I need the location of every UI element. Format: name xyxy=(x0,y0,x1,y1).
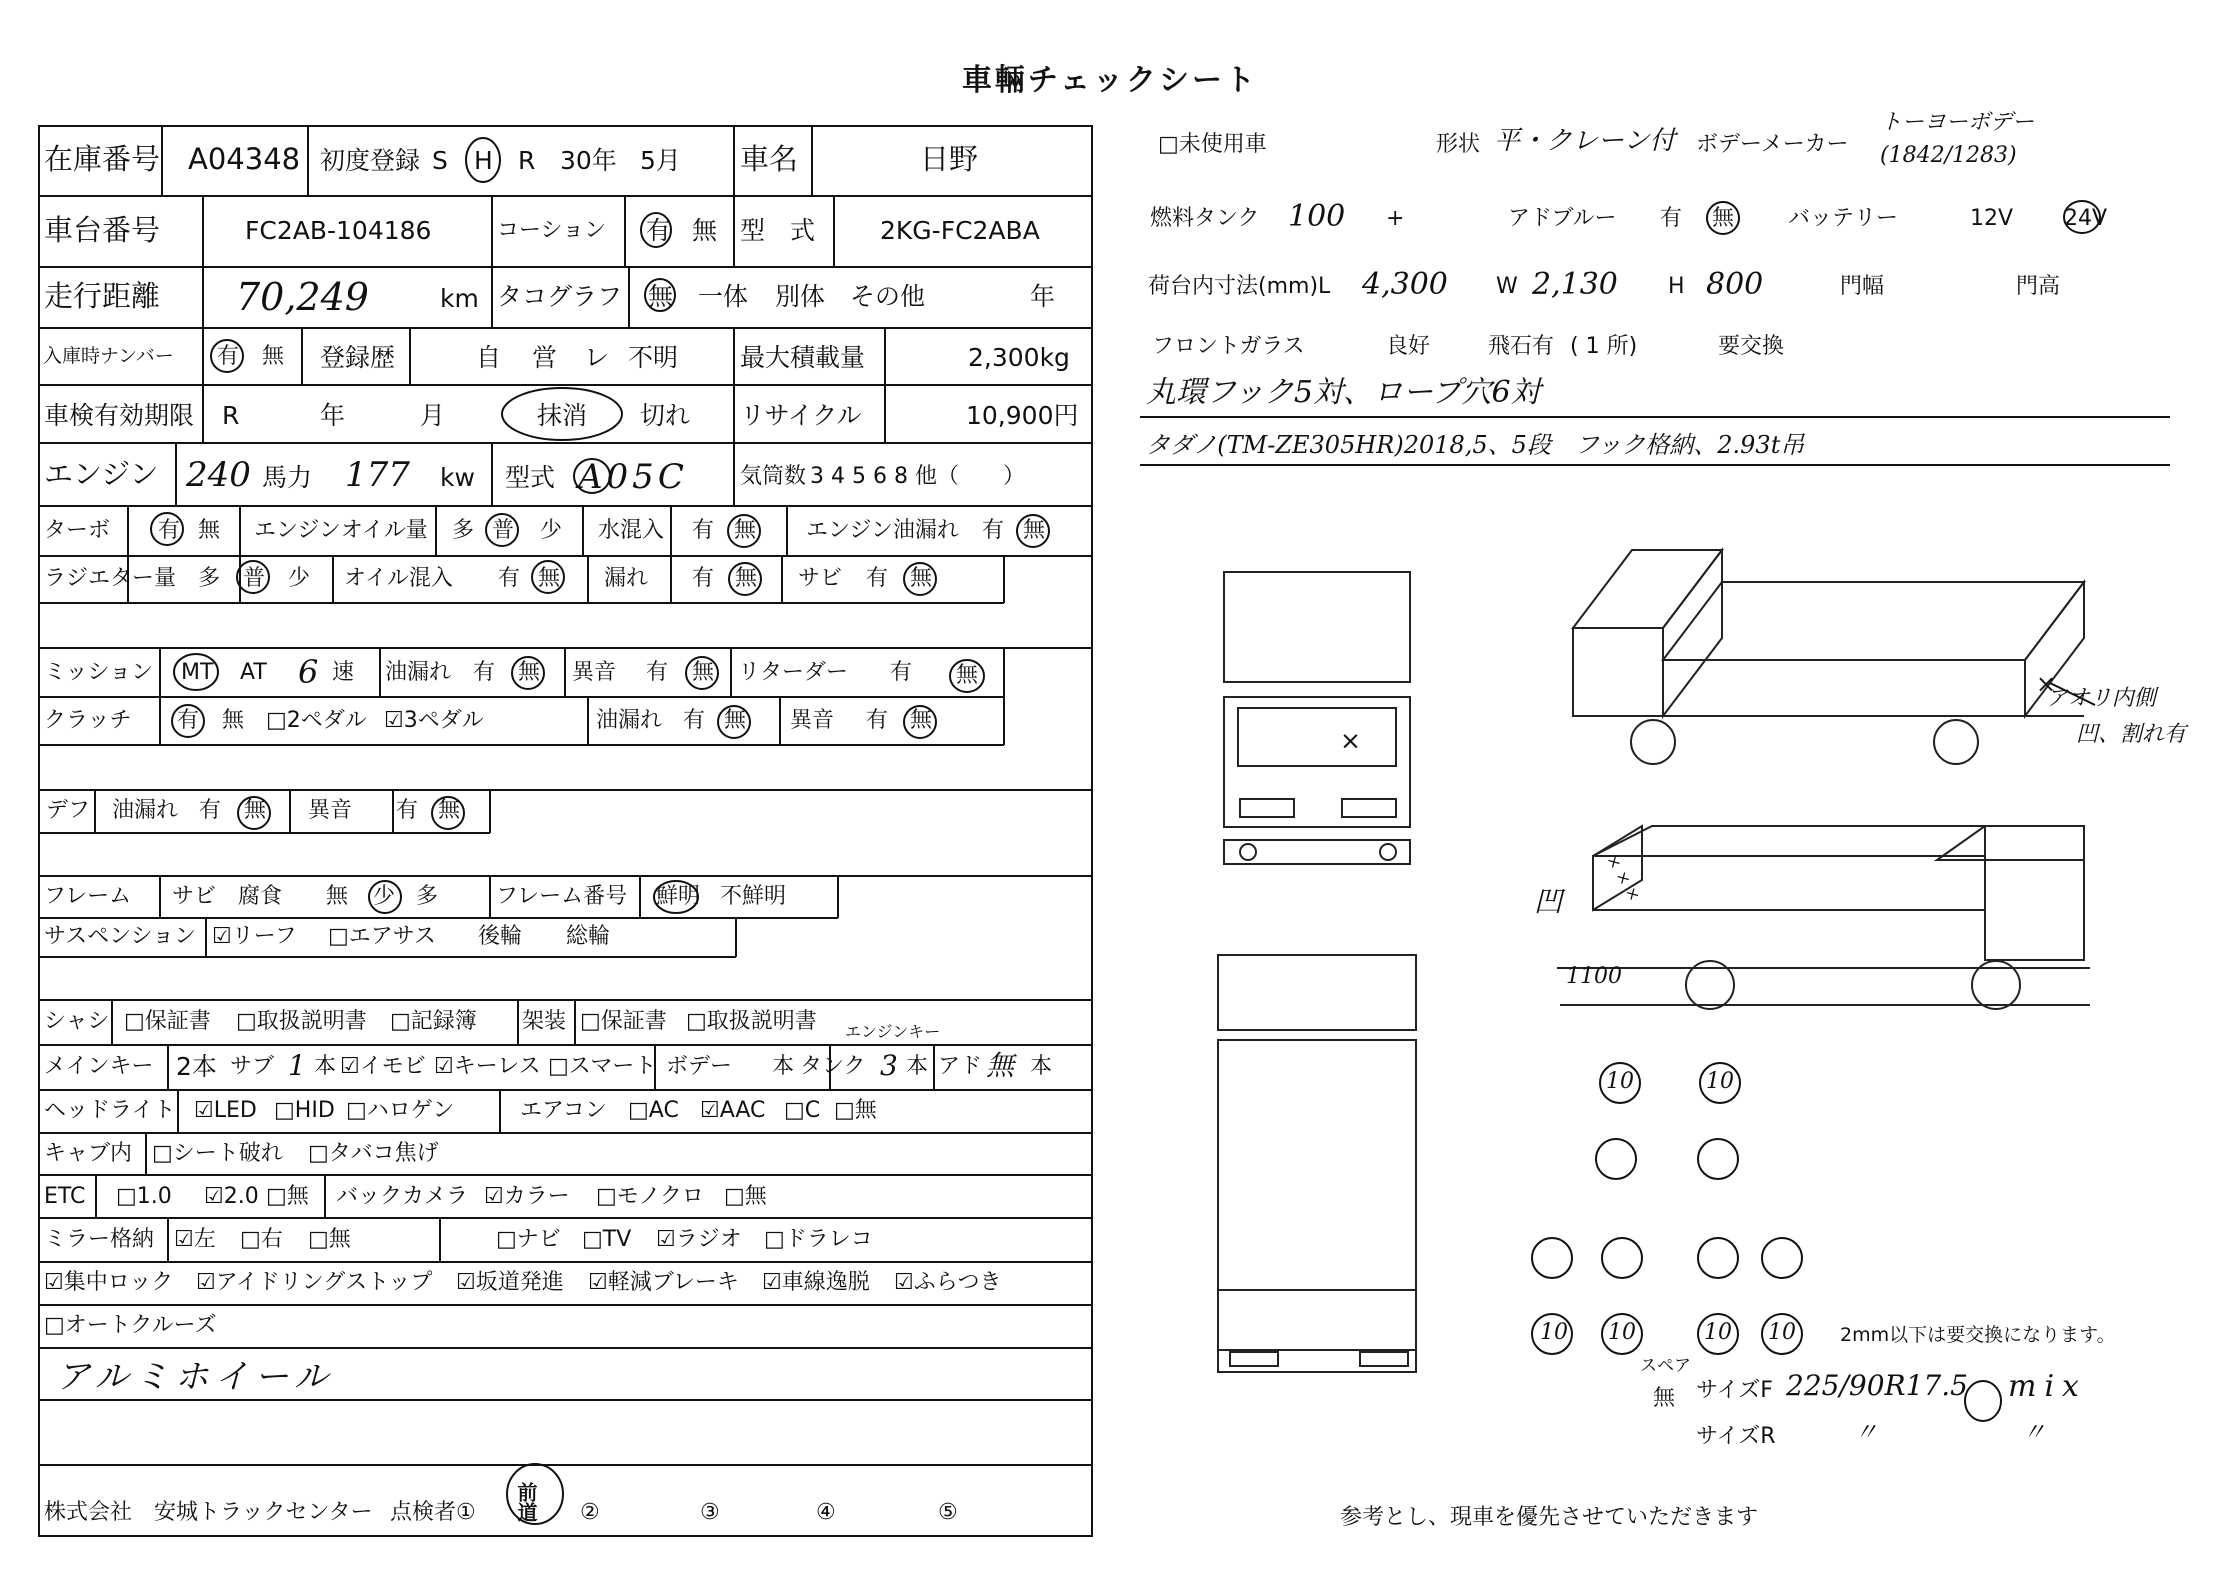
mission-speed-value: 6 xyxy=(298,653,319,691)
gate-width-label: 門幅 xyxy=(1840,274,1885,299)
engine-leak-no: 無 xyxy=(1023,518,1046,543)
insp-month: 月 xyxy=(420,401,446,430)
turbo-label: ターボ xyxy=(44,518,111,543)
tank-key-count: 3 xyxy=(880,1049,898,1082)
tv: □TV xyxy=(582,1227,632,1252)
mission-leak-yes: 有 xyxy=(473,660,496,685)
bed-height: 800 xyxy=(1706,267,1764,302)
note-hooks: 丸環フック5対、ロープ穴6対 xyxy=(1146,375,1541,410)
cylinder-options: 3 4 5 6 8 他（ ） xyxy=(810,464,1025,489)
main-key-label: メインキー xyxy=(44,1054,154,1079)
bed-width: 2,130 xyxy=(1532,267,1618,302)
radio: ☑ラジオ xyxy=(656,1227,742,1252)
aircon-c: □C xyxy=(784,1098,821,1123)
turbo-yes: 有 xyxy=(158,518,181,543)
windshield-good: 良好 xyxy=(1386,334,1431,359)
era-h: H xyxy=(474,146,493,175)
bed-dims-label: 荷台内寸法(mm)L xyxy=(1148,274,1331,299)
truck-diagrams xyxy=(1218,550,2090,1372)
diff-leak-no: 無 xyxy=(244,798,267,823)
adblue-key-value: 無 xyxy=(986,1049,1015,1082)
tacho-none: 無 xyxy=(648,282,674,311)
frame-rust: サビ 腐食 xyxy=(172,884,283,909)
mission-label: ミッション xyxy=(44,660,154,685)
battery-24v: 24V xyxy=(2064,206,2108,231)
tire-depth-rl-outer: 10 xyxy=(1540,1320,1568,1345)
headlight-hid: □HID xyxy=(274,1098,335,1123)
stock-number: A04348 xyxy=(188,142,301,176)
camera-none: □無 xyxy=(724,1184,767,1209)
suspension-label: サスペンション xyxy=(44,924,197,949)
etc-1-0: □1.0 xyxy=(116,1184,172,1209)
engine-key-note: エンジンキー xyxy=(845,1022,941,1041)
aircon-ac: □AC xyxy=(628,1098,679,1123)
adblue-label: アドブルー xyxy=(1508,206,1617,231)
mission-at: AT xyxy=(240,660,267,685)
sub-key-unit: 本 xyxy=(314,1054,337,1079)
mission-speed-label: 速 xyxy=(332,660,355,685)
bed-length: 4,300 xyxy=(1362,267,1448,302)
frame-many: 多 xyxy=(416,884,439,909)
inspection-label: 車検有効期限 xyxy=(44,401,195,430)
frame-number-clear: 鮮明 xyxy=(656,884,701,909)
stock-label: 在庫番号 xyxy=(44,142,161,176)
size-mix: mix xyxy=(2008,1369,2087,1404)
tacho-label: タコグラフ xyxy=(497,282,623,311)
body-manual: □取扱説明書 xyxy=(686,1009,817,1034)
car-name: 日野 xyxy=(920,142,979,176)
coating-no: 無 xyxy=(692,216,718,245)
turbo-no: 無 xyxy=(198,518,221,543)
inspector-2: ② xyxy=(580,1500,600,1525)
bed-height-label: H xyxy=(1668,274,1685,299)
reg-private: 自 xyxy=(476,343,502,372)
era-s: S xyxy=(432,146,448,175)
immobilizer: ☑イモビ xyxy=(340,1054,426,1079)
keyless: ☑キーレス xyxy=(434,1054,541,1079)
fuel-tank-plus: + xyxy=(1386,206,1405,231)
body-maker-number: (1842/1283) xyxy=(1880,143,2017,168)
first-reg-label: 初度登録 xyxy=(320,146,421,175)
diff-noise-yes: 有 xyxy=(396,798,419,823)
oil-level-label: エンジンオイル量 xyxy=(254,518,428,543)
adblue-key-label: アド xyxy=(938,1054,983,1079)
oil-few: 少 xyxy=(540,518,563,543)
tacho-separate: 別体 xyxy=(775,282,826,311)
headlight-halogen: □ハロゲン xyxy=(346,1098,455,1123)
mission-noise-no: 無 xyxy=(692,660,715,685)
chassis-number: FC2AB-104186 xyxy=(245,216,432,245)
aircon-aac: ☑AAC xyxy=(700,1098,766,1123)
diff-noise-no: 無 xyxy=(438,798,461,823)
aircon-label: エアコン xyxy=(520,1098,607,1123)
era-r: R xyxy=(518,146,536,175)
chassis-warranty: □保証書 xyxy=(124,1009,211,1034)
back-camera-label: バックカメラ xyxy=(336,1184,469,1209)
tilt-note-2: 凹、割れ有 xyxy=(2076,722,2187,747)
sub-key-label: サブ xyxy=(230,1054,275,1079)
note-crane: タダノ(TM-ZE305HR)2018,5、5段 フック格納、2.93t吊 xyxy=(1146,431,1805,459)
idling-stop: ☑アイドリングストップ xyxy=(196,1270,433,1295)
inspector-3: ③ xyxy=(700,1500,720,1525)
aircon-none: □無 xyxy=(834,1098,877,1123)
tilt-x-mark: × xyxy=(2036,670,2057,698)
body-key-unit: 本 xyxy=(772,1054,795,1079)
wobble-warning: ☑ふらつき xyxy=(894,1270,1002,1295)
water-yes: 有 xyxy=(692,518,715,543)
mission-noise-yes: 有 xyxy=(646,660,669,685)
leak-no: 無 xyxy=(735,566,758,591)
smart-key: □スマート xyxy=(548,1054,657,1079)
inspector-4: ④ xyxy=(816,1500,836,1525)
windshield-count: ( 1 所) xyxy=(1570,334,1638,359)
fuel-tank-value: 100 xyxy=(1288,199,1346,234)
rust-label: サビ xyxy=(798,566,843,591)
diff-leak-yes: 有 xyxy=(199,798,222,823)
frame-number-unclear: 不鮮明 xyxy=(720,884,787,909)
rad-many: 多 xyxy=(198,566,221,591)
plate-yes: 有 xyxy=(217,344,240,369)
mirror-none: □無 xyxy=(308,1227,351,1252)
reg-business: 営 xyxy=(532,343,558,372)
frame-none: 無 xyxy=(326,884,349,909)
clutch-noise-yes: 有 xyxy=(866,708,889,733)
adblue-no: 無 xyxy=(1712,206,1735,231)
inspector-stamp: 前道 xyxy=(514,1482,538,1522)
chassis-record: □記録簿 xyxy=(390,1009,477,1034)
cab-label: キャブ内 xyxy=(44,1141,133,1166)
oil-mix-label: オイル混入 xyxy=(344,566,453,591)
frame-label: フレーム xyxy=(44,884,132,909)
size-front-label: サイズF xyxy=(1696,1378,1773,1403)
adblue-key-unit: 本 xyxy=(1030,1054,1053,1079)
battery-label: バッテリー xyxy=(1788,206,1899,231)
chassis-label: 車台番号 xyxy=(44,213,161,247)
camera-color: ☑カラー xyxy=(484,1184,570,1209)
car-name-label: 車名 xyxy=(740,142,799,176)
kw-value: 177 xyxy=(345,455,410,495)
unused-checkbox: □未使用車 xyxy=(1158,132,1267,157)
tobacco-burn: □タバコ焦げ xyxy=(308,1141,439,1166)
coating-label: コーション xyxy=(497,218,607,243)
max-load-value: 2,300kg xyxy=(968,343,1070,372)
rust-yes: 有 xyxy=(866,566,889,591)
leaf-suspension: ☑リーフ xyxy=(212,924,297,949)
diff-leak-label: 油漏れ xyxy=(112,798,179,823)
water-mix-label: 水混入 xyxy=(598,518,665,543)
size-rear-ditto: 〃 xyxy=(1854,1418,1878,1446)
engine-leak-label: エンジン油漏れ xyxy=(806,518,959,543)
retarder-yes: 有 xyxy=(890,660,913,685)
insp-year: 年 xyxy=(320,401,346,430)
oil-normal: 普 xyxy=(492,518,515,543)
chassis-manual: □取扱説明書 xyxy=(236,1009,367,1034)
insp-r: R xyxy=(222,401,240,430)
clutch-no: 無 xyxy=(222,708,245,733)
rad-normal: 普 xyxy=(243,566,266,591)
body-maker-value: トーヨーボデー xyxy=(1880,110,2035,135)
headlight-label: ヘッドライト xyxy=(44,1098,176,1123)
hill-start: ☑坂道発進 xyxy=(456,1270,564,1295)
model-value: 2KG-FC2ABA xyxy=(880,216,1040,245)
tacho-integrated: 一体 xyxy=(698,282,749,311)
headlight-led: ☑LED xyxy=(194,1098,257,1123)
coating-yes: 有 xyxy=(646,216,672,245)
recycle-fee: 10,900円 xyxy=(966,401,1079,430)
retarder-no: 無 xyxy=(956,663,979,688)
cylinder-label: 気筒数 xyxy=(740,464,807,489)
retarder-label: リターダー xyxy=(738,660,849,685)
clutch-noise-no: 無 xyxy=(910,708,933,733)
size-front-value: 225/90R17.5 xyxy=(1786,1369,1968,1402)
size-rear-label: サイズR xyxy=(1696,1424,1776,1449)
sub-key-count: 1 xyxy=(288,1049,306,1082)
clutch-leak-label: 油漏れ xyxy=(596,708,663,733)
chassis-doc-label: シャシ xyxy=(44,1009,110,1034)
mileage-unit: km xyxy=(440,284,479,313)
tire-depth-fl: 10 xyxy=(1606,1069,1634,1094)
clutch-yes: 有 xyxy=(177,708,200,733)
auto-cruise: □オートクルーズ xyxy=(44,1313,217,1338)
body-doc-label: 架装 xyxy=(522,1009,567,1034)
model-label: 型 式 xyxy=(740,216,816,245)
engine-label: エンジン xyxy=(44,457,159,491)
engine-leak-yes: 有 xyxy=(982,518,1005,543)
dent-mark: 凹 xyxy=(1534,885,1563,918)
rad-few: 少 xyxy=(288,566,311,591)
all-wheel: 総輪 xyxy=(566,924,611,949)
gate-height-label: 門高 xyxy=(2016,274,2061,299)
tilt-note-1: アオリ内側 xyxy=(2046,686,2156,711)
oil-many: 多 xyxy=(452,518,475,543)
mission-leak-label: 油漏れ xyxy=(385,660,452,685)
body-maker-label: ボデーメーカー xyxy=(1696,132,1849,157)
reg-month: 5月 xyxy=(640,146,681,175)
etc-none: □無 xyxy=(266,1184,309,1209)
rust-no: 無 xyxy=(910,566,933,591)
tire-circles xyxy=(1532,1063,1802,1354)
page-title: 車輛チェックシート xyxy=(961,63,1259,98)
three-pedal: ☑3ペダル xyxy=(384,708,484,733)
engine-model: A05C xyxy=(578,457,688,497)
windshield-label: フロントガラス xyxy=(1152,334,1305,359)
tire-depth-rr-outer: 10 xyxy=(1768,1320,1796,1345)
adblue-yes: 有 xyxy=(1660,206,1683,231)
windshield-x-mark: × xyxy=(1340,726,1361,755)
mission-noise-label: 異音 xyxy=(572,660,617,685)
mirror-right: □右 xyxy=(240,1227,283,1252)
tire-depth-rl-inner: 10 xyxy=(1608,1320,1636,1345)
footer-note: 参考とし、現車を優先させていただきます xyxy=(1340,1505,1759,1530)
horsepower: 240 xyxy=(186,455,251,495)
size-rear-ditto-2: 〃 xyxy=(2022,1418,2046,1446)
mission-leak-no: 無 xyxy=(518,660,541,685)
diff-label: デフ xyxy=(46,798,91,823)
etc-2-0: ☑2.0 xyxy=(204,1184,259,1209)
rear-wheel: 後輪 xyxy=(478,924,523,949)
dashcam: □ドラレコ xyxy=(764,1227,873,1252)
windshield-replace: 要交換 xyxy=(1718,334,1785,359)
central-lock: ☑集中ロック xyxy=(44,1270,174,1295)
mirror-left: ☑左 xyxy=(174,1227,216,1252)
mileage-label: 走行距離 xyxy=(44,279,161,313)
tank-key-label: タンク xyxy=(800,1054,866,1079)
tank-key-unit: 本 xyxy=(906,1054,929,1079)
tire-depth-rr-inner: 10 xyxy=(1704,1320,1732,1345)
insp-expired: 切れ xyxy=(640,401,691,430)
clutch-leak-yes: 有 xyxy=(683,708,706,733)
camera-mono: □モノクロ xyxy=(596,1184,704,1209)
dimension-1100: 1100 xyxy=(1566,964,1622,989)
inspector-5: ⑤ xyxy=(938,1500,958,1525)
leak-label: 漏れ xyxy=(604,566,649,591)
brake-assist: ☑軽減ブレーキ xyxy=(588,1270,739,1295)
fuel-tank-label: 燃料タンク xyxy=(1150,206,1260,231)
recycle-label: リサイクル xyxy=(740,401,862,430)
navi: □ナビ xyxy=(496,1227,561,1252)
insp-canceled: 抹消 xyxy=(537,401,588,430)
clutch-leak-no: 無 xyxy=(724,708,747,733)
oil-mix-yes: 有 xyxy=(498,566,521,591)
reg-history-label: 登録歴 xyxy=(320,343,396,372)
body-warranty: □保証書 xyxy=(580,1009,667,1034)
free-note: アルミホイール xyxy=(56,1357,334,1397)
spare-label: スペア xyxy=(1640,1356,1691,1376)
kw-label: kw xyxy=(440,463,475,492)
plate-no: 無 xyxy=(262,344,285,369)
seat-tear: □シート破れ xyxy=(152,1141,283,1166)
windshield-chip: 飛石有 xyxy=(1488,334,1555,359)
shape-label: 形状 xyxy=(1436,132,1481,157)
reg-rental: レ xyxy=(584,343,610,372)
water-no: 無 xyxy=(734,518,757,543)
two-pedal: □2ペダル xyxy=(266,708,367,733)
mileage-value: 70,249 xyxy=(236,275,369,319)
frame-few: 少 xyxy=(373,884,396,909)
mission-mt: MT xyxy=(181,660,214,685)
leak-yes: 有 xyxy=(692,566,715,591)
inspector-label: 点検者① xyxy=(390,1500,476,1525)
tire-note: 2mm以下は要交換になります。 xyxy=(1840,1324,2116,1346)
plate-label: 入庫時ナンバー xyxy=(43,345,174,367)
battery-12v: 12V xyxy=(1970,206,2014,231)
tacho-other: その他 xyxy=(850,282,926,311)
air-suspension: □エアサス xyxy=(328,924,436,949)
tire-depth-fr: 10 xyxy=(1706,1069,1734,1094)
main-key-count: 2本 xyxy=(176,1052,217,1081)
oil-mix-no: 無 xyxy=(538,566,561,591)
body-key-label: ボデー xyxy=(666,1054,733,1079)
engine-model-label: 型式 xyxy=(505,463,556,492)
max-load-label: 最大積載量 xyxy=(740,343,866,372)
etc-label: ETC xyxy=(44,1184,86,1209)
radiator-label: ラジエター量 xyxy=(44,566,177,591)
frame-number-label: フレーム番号 xyxy=(496,884,628,909)
clutch-label: クラッチ xyxy=(44,708,132,733)
dent-x-marks: × × × xyxy=(1602,851,1645,905)
company-name: 株式会社 安城トラックセンター xyxy=(44,1500,373,1525)
tacho-year: 年 xyxy=(1030,282,1056,311)
clutch-noise-label: 異音 xyxy=(790,708,835,733)
diff-noise-label: 異音 xyxy=(308,798,353,823)
shape-value: 平・クレーン付 xyxy=(1494,126,1676,156)
mirror-label: ミラー格納 xyxy=(44,1227,155,1252)
spare-value: 無 xyxy=(1653,1386,1676,1411)
reg-unknown: 不明 xyxy=(628,343,679,372)
bed-width-label: W xyxy=(1496,274,1518,299)
hp-label: 馬力 xyxy=(262,463,313,492)
reg-year: 30年 xyxy=(560,146,617,175)
lane-departure: ☑車線逸脱 xyxy=(762,1270,870,1295)
